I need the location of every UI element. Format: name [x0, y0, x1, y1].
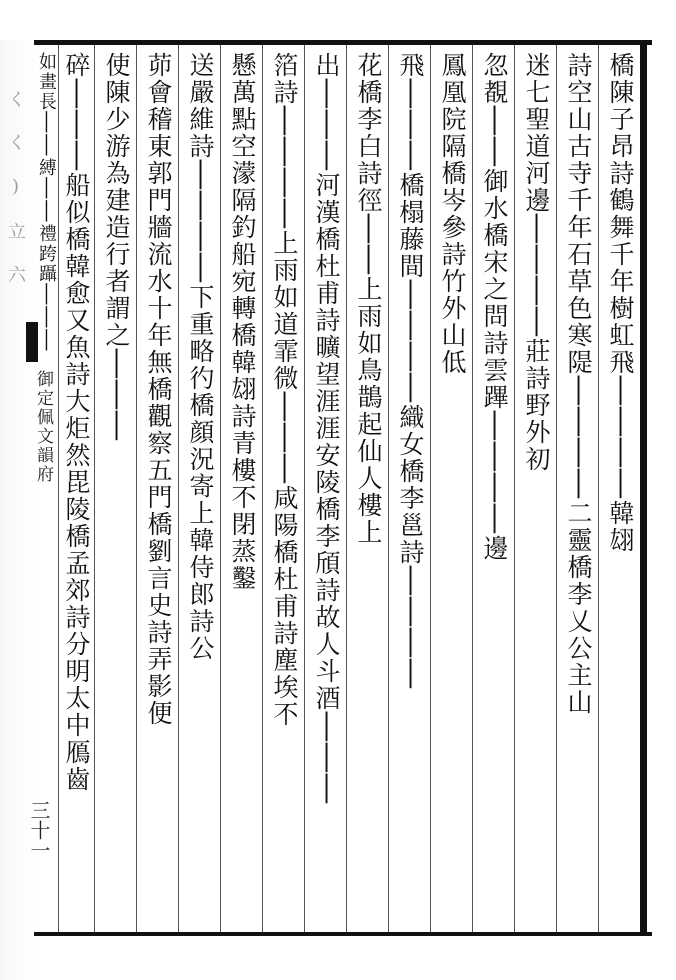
text-column: 鳳凰院隔橋岑參詩竹外山低 — [438, 52, 467, 376]
column-rule — [178, 45, 179, 932]
text-column: 忽覩││御水橋宋之問詩雲蹕││││邊 — [480, 52, 509, 562]
frame-right-border — [640, 40, 647, 936]
text-column: 花橋李白詩徑││上雨如鳥鵲起仙人樓上 — [354, 52, 383, 546]
book-title: 御定佩文韻府 — [33, 370, 53, 484]
column-rule — [598, 45, 599, 932]
frame-bottom-border — [34, 932, 652, 936]
text-column: 如畫長││縛││禮跨躡│││ — [36, 52, 57, 353]
text-column: 飛│││橋榻藤間││││織女橋李邕詩││││ — [396, 52, 425, 690]
column-rule — [262, 45, 263, 932]
text-column: 懸萬點空濛隔釣船宛轉橋韓翃詩青樓不閉蒸鑿 — [228, 52, 257, 592]
text-column: 茆會稽東郭門牆流水十年無橋觀察五門橋劉言史詩弄影便 — [144, 52, 173, 727]
column-rule — [346, 45, 347, 932]
text-column: 碎│││船似橋韓愈又魚詩大炬然毘陵橋孟郊詩分明太中鴈齒 — [62, 52, 91, 793]
page-number: 三十一 — [27, 800, 51, 860]
column-rule — [556, 45, 557, 932]
column-rule — [304, 45, 305, 932]
text-column: 迷七聖道河邊││││莊詩野外初 — [522, 52, 551, 473]
column-rule — [472, 45, 473, 932]
column-rule — [220, 45, 221, 932]
text-column: 出│││河漢橋杜甫詩曠望涯涯安陵橋李頎詩故人斗酒│││ — [312, 52, 341, 805]
frame-top-border — [34, 40, 652, 45]
column-rule — [388, 45, 389, 932]
column-rule — [514, 45, 515, 932]
text-column: 使陳少游為建造行者謂之│││ — [102, 52, 131, 442]
text-column: 橋陳子昂詩鶴舞千年樹虹飛││││韓翃 — [606, 52, 635, 554]
text-column: 詩空山古寺千年石草色寒隄││││二靈橋李乂公主山 — [564, 52, 593, 716]
text-column: 送嚴維詩││││下重略彴橋顔況寄上韓侍郎詩公 — [186, 52, 215, 662]
margin-ticks: く く ) 立 六 — [5, 90, 26, 285]
column-rule — [430, 45, 431, 932]
column-rule — [136, 45, 137, 932]
text-column: 箔詩││││上雨如道霏微│││咸陽橋杜甫詩塵埃不 — [270, 52, 299, 728]
